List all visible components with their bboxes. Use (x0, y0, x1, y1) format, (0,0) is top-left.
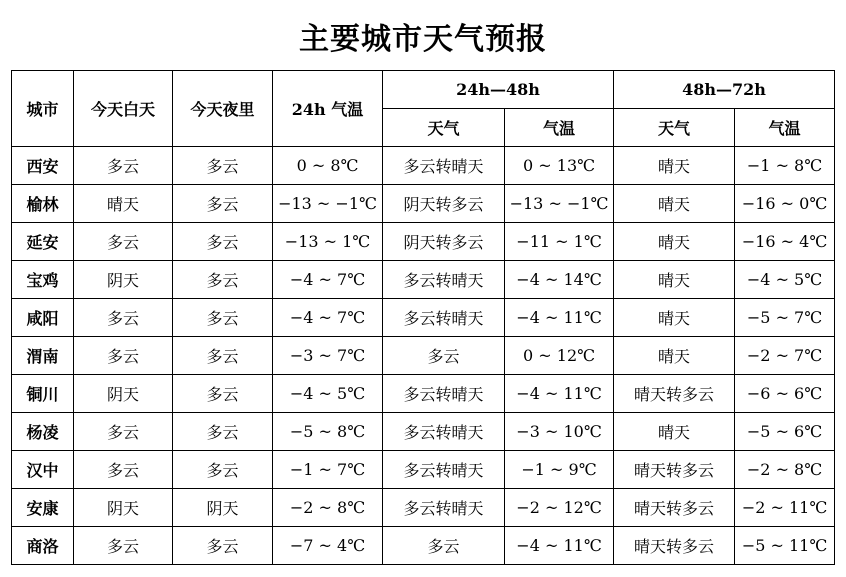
today-night-cell: 多云 (173, 527, 273, 565)
header-temp-24h: 24h 气温 (273, 71, 383, 147)
today-night-cell: 阴天 (173, 489, 273, 527)
weather-72-cell: 晴天转多云 (614, 527, 735, 565)
city-cell: 商洛 (12, 527, 74, 565)
temp-24h-cell: −13 ~ −1℃ (273, 185, 383, 223)
table-row (12, 527, 835, 565)
temp-72-cell: −2 ~ 7℃ (735, 337, 835, 375)
today-night-cell: 多云 (173, 261, 273, 299)
temp-72-cell: −5 ~ 6℃ (735, 413, 835, 451)
table-row (12, 261, 835, 299)
city-cell: 铜川 (12, 375, 74, 413)
weather-72-cell: 晴天 (614, 413, 735, 451)
today-day-cell: 多云 (74, 413, 173, 451)
weather-48-cell: 多云转晴天 (383, 413, 505, 451)
today-day-cell: 晴天 (74, 185, 173, 223)
temp-72-cell: −16 ~ 0℃ (735, 185, 835, 223)
city-cell: 宝鸡 (12, 261, 74, 299)
temp-48-cell: −1 ~ 9℃ (505, 451, 614, 489)
weather-48-cell: 多云转晴天 (383, 375, 505, 413)
temp-48-cell: −13 ~ −1℃ (505, 185, 614, 223)
today-night-cell: 多云 (173, 185, 273, 223)
temp-72-cell: −4 ~ 5℃ (735, 261, 835, 299)
table-row (12, 375, 835, 413)
temp-24h-cell: −5 ~ 8℃ (273, 413, 383, 451)
today-day-cell: 阴天 (74, 375, 173, 413)
weather-72-cell: 晴天 (614, 147, 735, 185)
header-period-48-72: 48h—72h (614, 71, 835, 109)
today-day-cell: 多云 (74, 527, 173, 565)
city-cell: 咸阳 (12, 299, 74, 337)
temp-48-cell: −4 ~ 14℃ (505, 261, 614, 299)
today-day-cell: 多云 (74, 299, 173, 337)
today-day-cell: 多云 (74, 223, 173, 261)
header-weather-72: 天气 (614, 109, 735, 147)
table-row (12, 489, 835, 527)
today-night-cell: 多云 (173, 413, 273, 451)
weather-72-cell: 晴天 (614, 261, 735, 299)
city-cell: 西安 (12, 147, 74, 185)
temp-24h-cell: −4 ~ 5℃ (273, 375, 383, 413)
today-day-cell: 多云 (74, 337, 173, 375)
weather-48-cell: 多云转晴天 (383, 261, 505, 299)
temp-48-cell: −4 ~ 11℃ (505, 375, 614, 413)
weather-72-cell: 晴天 (614, 337, 735, 375)
header-temp-48: 气温 (505, 109, 614, 147)
temp-48-cell: 0 ~ 12℃ (505, 337, 614, 375)
table-row (12, 413, 835, 451)
table-row (12, 185, 835, 223)
temp-24h-cell: −4 ~ 7℃ (273, 299, 383, 337)
weather-72-cell: 晴天转多云 (614, 375, 735, 413)
weather-48-cell: 阴天转多云 (383, 223, 505, 261)
weather-72-cell: 晴天转多云 (614, 451, 735, 489)
today-day-cell: 多云 (74, 147, 173, 185)
weather-48-cell: 多云转晴天 (383, 451, 505, 489)
weather-72-cell: 晴天 (614, 185, 735, 223)
temp-24h-cell: 0 ~ 8℃ (273, 147, 383, 185)
table-row (12, 223, 835, 261)
table-row (12, 147, 835, 185)
temp-24h-cell: −13 ~ 1℃ (273, 223, 383, 261)
weather-48-cell: 多云 (383, 527, 505, 565)
temp-24h-cell: −7 ~ 4℃ (273, 527, 383, 565)
table-row (12, 451, 835, 489)
forecast-body (12, 147, 835, 565)
temp-24h-cell: −2 ~ 8℃ (273, 489, 383, 527)
city-cell: 榆林 (12, 185, 74, 223)
temp-48-cell: 0 ~ 13℃ (505, 147, 614, 185)
today-day-cell: 阴天 (74, 489, 173, 527)
today-night-cell: 多云 (173, 451, 273, 489)
temp-72-cell: −5 ~ 11℃ (735, 527, 835, 565)
temp-72-cell: −5 ~ 7℃ (735, 299, 835, 337)
forecast-table (11, 70, 835, 565)
city-cell: 汉中 (12, 451, 74, 489)
weather-48-cell: 多云 (383, 337, 505, 375)
header-city: 城市 (12, 71, 74, 147)
temp-24h-cell: −1 ~ 7℃ (273, 451, 383, 489)
weather-48-cell: 阴天转多云 (383, 185, 505, 223)
temp-48-cell: −2 ~ 12℃ (505, 489, 614, 527)
city-cell: 渭南 (12, 337, 74, 375)
temp-72-cell: −1 ~ 8℃ (735, 147, 835, 185)
header-temp-72: 气温 (735, 109, 835, 147)
header-row-top (12, 71, 835, 109)
temp-72-cell: −16 ~ 4℃ (735, 223, 835, 261)
today-day-cell: 多云 (74, 451, 173, 489)
temp-72-cell: −6 ~ 6℃ (735, 375, 835, 413)
header-period-24-48: 24h—48h (383, 71, 614, 109)
temp-48-cell: −4 ~ 11℃ (505, 527, 614, 565)
temp-72-cell: −2 ~ 11℃ (735, 489, 835, 527)
city-cell: 杨凌 (12, 413, 74, 451)
today-night-cell: 多云 (173, 299, 273, 337)
header-today-night: 今天夜里 (173, 71, 273, 147)
header-today-day: 今天白天 (74, 71, 173, 147)
city-cell: 安康 (12, 489, 74, 527)
weather-48-cell: 多云转晴天 (383, 299, 505, 337)
page-title: 主要城市天气预报 (299, 22, 547, 57)
table-row (12, 337, 835, 375)
temp-48-cell: −11 ~ 1℃ (505, 223, 614, 261)
table-row (12, 299, 835, 337)
today-night-cell: 多云 (173, 337, 273, 375)
temp-72-cell: −2 ~ 8℃ (735, 451, 835, 489)
today-night-cell: 多云 (173, 223, 273, 261)
weather-48-cell: 多云转晴天 (383, 147, 505, 185)
today-night-cell: 多云 (173, 375, 273, 413)
temp-48-cell: −4 ~ 11℃ (505, 299, 614, 337)
today-day-cell: 阴天 (74, 261, 173, 299)
city-cell: 延安 (12, 223, 74, 261)
temp-24h-cell: −3 ~ 7℃ (273, 337, 383, 375)
weather-48-cell: 多云转晴天 (383, 489, 505, 527)
today-night-cell: 多云 (173, 147, 273, 185)
header-weather-48: 天气 (383, 109, 505, 147)
temp-48-cell: −3 ~ 10℃ (505, 413, 614, 451)
weather-72-cell: 晴天 (614, 223, 735, 261)
weather-72-cell: 晴天 (614, 299, 735, 337)
temp-24h-cell: −4 ~ 7℃ (273, 261, 383, 299)
weather-72-cell: 晴天转多云 (614, 489, 735, 527)
